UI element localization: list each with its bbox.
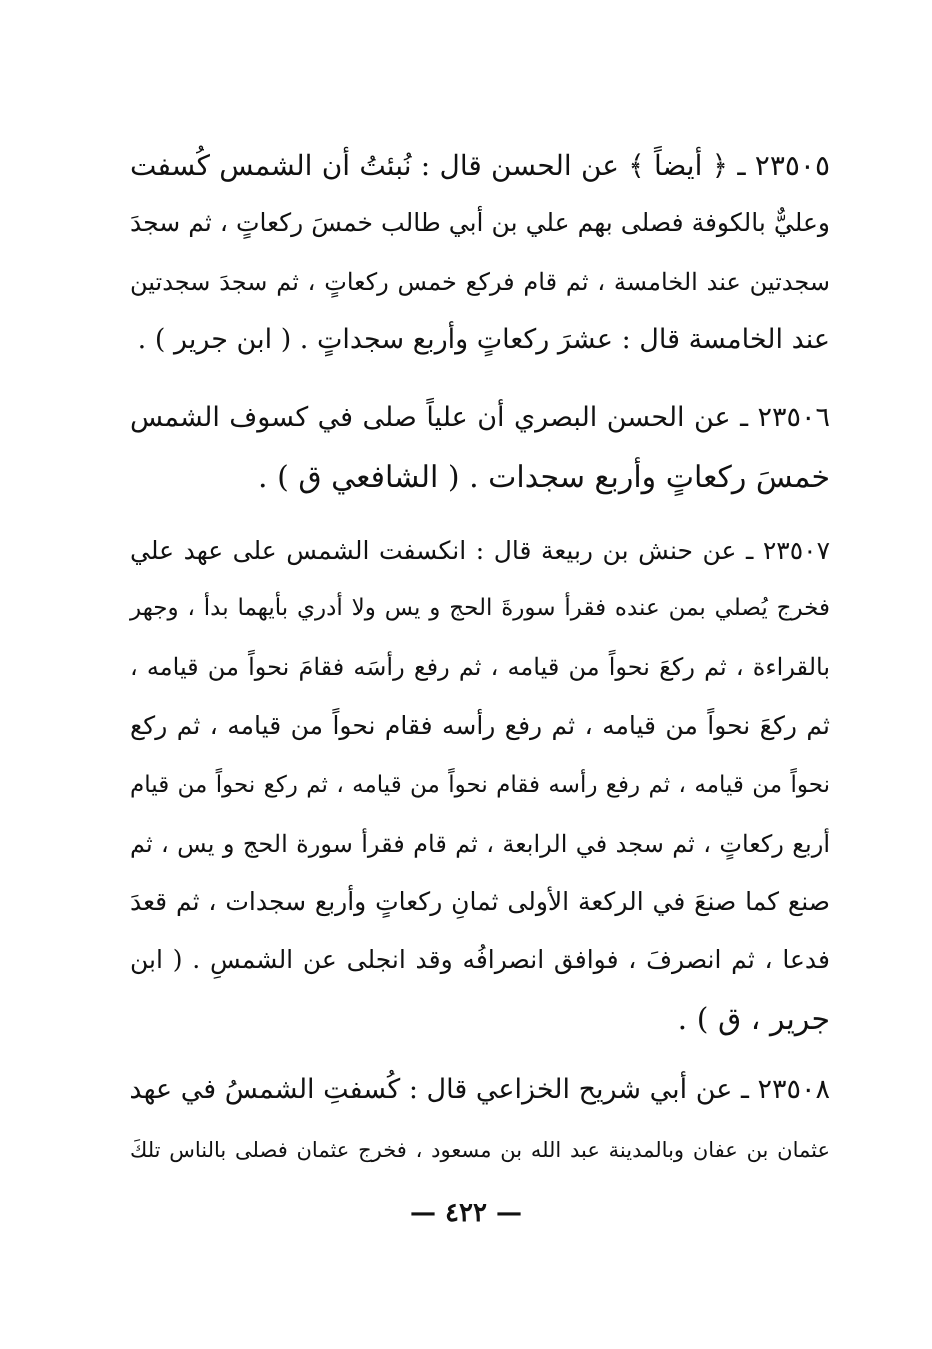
hadith-23507-line-3: بالقراءة ، ثم ركعَ نحواً من قيامه ، ثم رفع رأسَه فقامَ نحواً من قيامه ، xyxy=(130,653,831,681)
page-number: — ٤٢٢ — xyxy=(409,1198,523,1228)
hadith-23506-line-1: ٢٣٥٠٦ ـ عن الحسن البصري أن علياً صلى في كسوف الشمس xyxy=(130,402,830,433)
hadith-23505-line-4: عند الخامسة قال : عشرَ ركعاتٍ وأربع سجداتٍ . ( ابن جرير ) . xyxy=(137,324,830,355)
hadith-23505-line-1: ٢٣٥٠٥ ـ ﴿ أيضاً ﴾ عن الحسن قال : نُبئتُ أن الشمس كُسفت xyxy=(130,149,830,182)
hadith-23508-line-2: عثمان بن عفان وبالمدينة عبد الله بن مسعود ، فخرج عثمان فصلى بالناس تلكَ xyxy=(130,1138,830,1162)
hadith-23507-line-6: أربع ركعاتٍ ، ثم سجد في الرابعة ، ثم قام فقرأ سورة الحج و يس ، ثم xyxy=(130,830,830,858)
hadith-23505-line-3: سجدتين عند الخامسة ، ثم قام فركع خمس ركعاتٍ ، ثم سجدَ سجدتين xyxy=(130,268,830,296)
hadith-23507-line-1: ٢٣٥٠٧ ـ عن حنش بن ربيعة قال : انكسفت الشمس على عهد علي xyxy=(130,536,830,565)
hadith-23507-line-5: نحواً من قيامه ، ثم رفع رأسه فقام نحواً من قيامه ، ثم ركع نحواً من قيام xyxy=(130,772,830,798)
hadith-23505-line-2: وعليٌّ بالكوفة فصلى بهم علي بن أبي طالب خمسَ ركعاتٍ ، ثم سجدَ xyxy=(130,208,830,237)
hadith-23507-line-9: جرير ، ق ) . xyxy=(677,1002,830,1037)
hadith-23506-line-2: خمسَ ركعاتٍ وأربع سجدات . ( الشافعي ق ) . xyxy=(258,460,830,495)
hadith-23507-line-8: فدعا ، ثم انصرفَ ، فوافق انصرافُه وقد انجلى عن الشمسِ . ( ابن xyxy=(130,945,830,974)
hadith-23507-line-2: فخرج يُصلي بمن عنده فقرأ سورةَ الحج و يس ولا أدري بأيهما بدأ ، وجهر xyxy=(130,595,830,621)
hadith-23508-line-1: ٢٣٥٠٨ ـ عن أبي شريح الخزاعي قال : كُسفتِ الشمسُ في عهد xyxy=(129,1074,830,1105)
hadith-23507-line-4: ثم ركعَ نحواً من قيامه ، ثم رفع رأسه فقام نحواً من قيامه ، ثم ركع xyxy=(130,711,830,740)
hadith-23507-line-7: صنع كما صنعَ في الركعة الأولى ثمانِ ركعاتٍ وأربع سجدات ، ثم قعدَ xyxy=(130,887,830,916)
